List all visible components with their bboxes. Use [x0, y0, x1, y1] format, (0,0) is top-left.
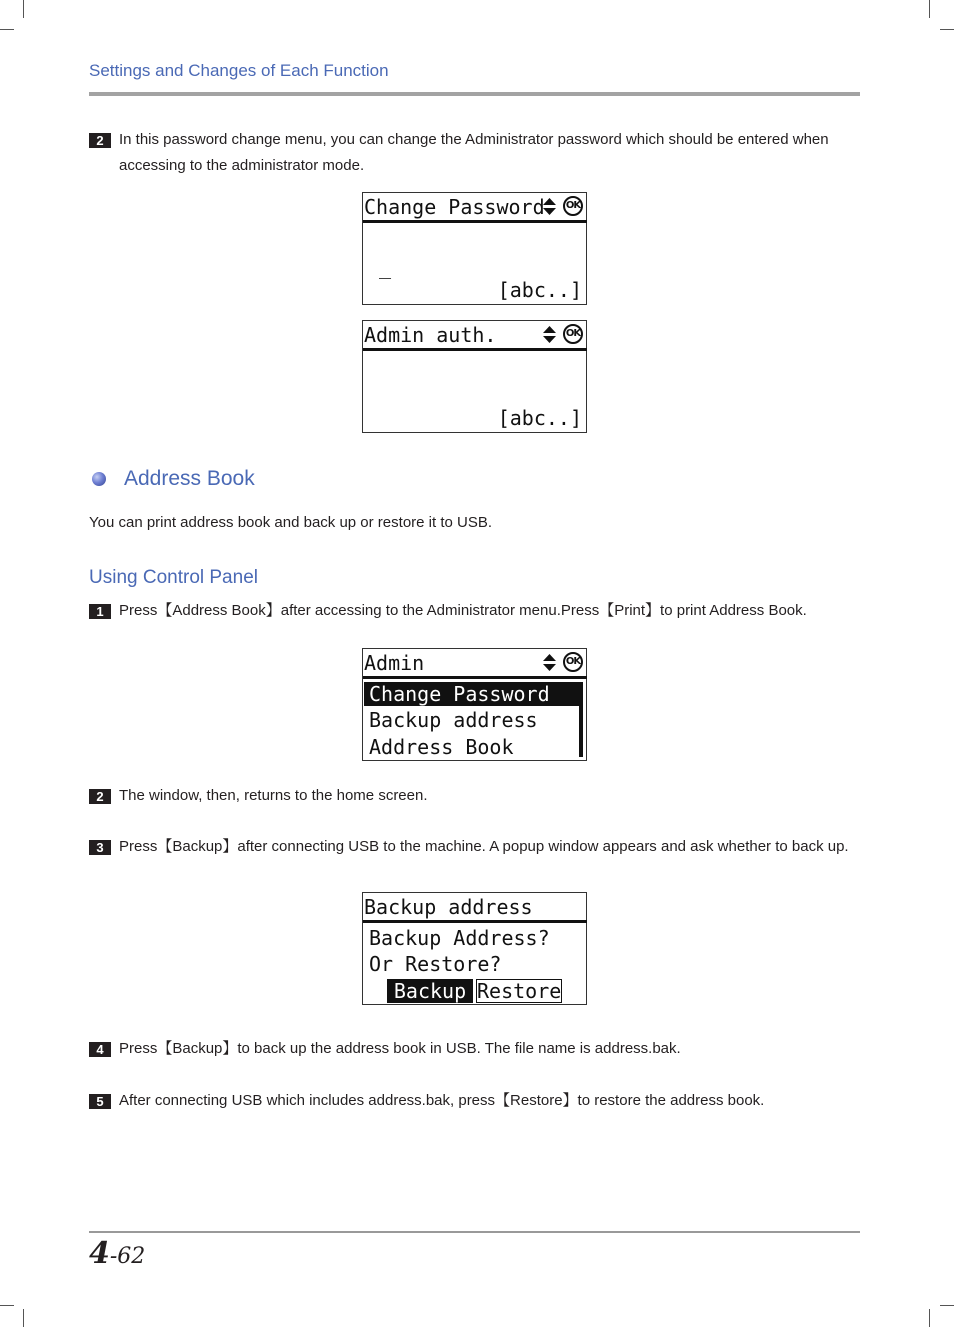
- ok-icon: OK: [563, 652, 583, 672]
- lcd-admin-menu: [362, 648, 587, 761]
- step-text: After connecting USB which includes address.bak, press【Restore】to restore the address book.: [119, 1092, 765, 1109]
- step-text: Press【Backup】to back up the address book in USB. The file name is address.bak.: [119, 1040, 681, 1057]
- header-rule: [89, 92, 860, 96]
- backup-button[interactable]: Backup: [387, 979, 473, 1003]
- menu-item-change-password[interactable]: Change Password: [364, 682, 579, 706]
- step-number: 4: [89, 1042, 111, 1057]
- step-3: [89, 834, 859, 860]
- menu-item-address-book[interactable]: Address Book: [369, 735, 514, 759]
- ok-icon: OK: [563, 196, 583, 216]
- step-number: 2: [89, 789, 111, 804]
- step-number: 3: [89, 840, 111, 855]
- step-4: [89, 1036, 859, 1062]
- crop-mark: [940, 29, 954, 30]
- crop-mark: [0, 1305, 14, 1306]
- lcd-input-mode: [abc..]: [497, 406, 582, 430]
- restore-button[interactable]: Restore: [477, 979, 562, 1003]
- lcd-title: Admin auth.: [363, 321, 587, 351]
- lcd-input-mode: [abc..]: [497, 278, 582, 302]
- page-number: [89, 1236, 145, 1271]
- crop-mark: [929, 0, 930, 18]
- up-down-arrows-icon: [543, 198, 556, 215]
- up-down-arrows-icon: [543, 326, 556, 343]
- crop-mark: [0, 29, 14, 30]
- step-text: The window, then, returns to the home screen.: [119, 787, 428, 804]
- lcd-prompt-line-1: Backup Address?: [369, 926, 550, 950]
- chapter-number: 4: [89, 1236, 110, 1271]
- running-header: Settings and Changes of Each Function: [89, 61, 389, 80]
- ok-icon: OK: [563, 324, 583, 344]
- subsection-title: Using Control Panel: [89, 567, 258, 588]
- step-text: Press【Backup】after connecting USB to the machine. A popup window appears and ask whether to back up.: [119, 838, 849, 855]
- crop-mark: [940, 1305, 954, 1306]
- lcd-prompt-line-2: Or Restore?: [369, 952, 502, 976]
- section-title: Address Book: [124, 467, 255, 490]
- lcd-admin-auth: [362, 320, 587, 433]
- step-5: [89, 1088, 859, 1114]
- lcd-title: Change Password: [363, 193, 587, 223]
- crop-mark: [929, 1309, 930, 1327]
- crop-mark: [23, 1309, 24, 1327]
- step-2: [89, 783, 859, 809]
- lcd-cursor: _: [379, 255, 392, 279]
- step-number: 1: [89, 604, 111, 619]
- step-number: 5: [89, 1094, 111, 1109]
- crop-mark: [23, 0, 24, 18]
- lcd-change-password: [362, 192, 587, 305]
- step-password-intro: [89, 127, 859, 179]
- footer-rule: [89, 1231, 860, 1233]
- lcd-title: Backup address: [363, 893, 587, 923]
- step-1: [89, 598, 859, 624]
- page-suffix: -62: [109, 1244, 146, 1269]
- scrollbar: [579, 682, 583, 757]
- menu-item-backup-address[interactable]: Backup address: [369, 708, 538, 732]
- lcd-backup-address: [362, 892, 587, 1005]
- up-down-arrows-icon: [543, 654, 556, 671]
- section-heading: [89, 467, 255, 491]
- bullet-icon: [92, 472, 106, 486]
- section-description: You can print address book and back up or restore it to USB.: [89, 514, 493, 531]
- step-text: In this password change menu, you can change the Administrator password which should be entered when accessing to the administrator mode.: [119, 131, 829, 174]
- lcd-title: Admin: [363, 649, 587, 679]
- step-text: Press【Address Book】after accessing to the Administrator menu.Press【Print】to print Address Book.: [119, 602, 807, 619]
- step-number: 2: [89, 133, 111, 148]
